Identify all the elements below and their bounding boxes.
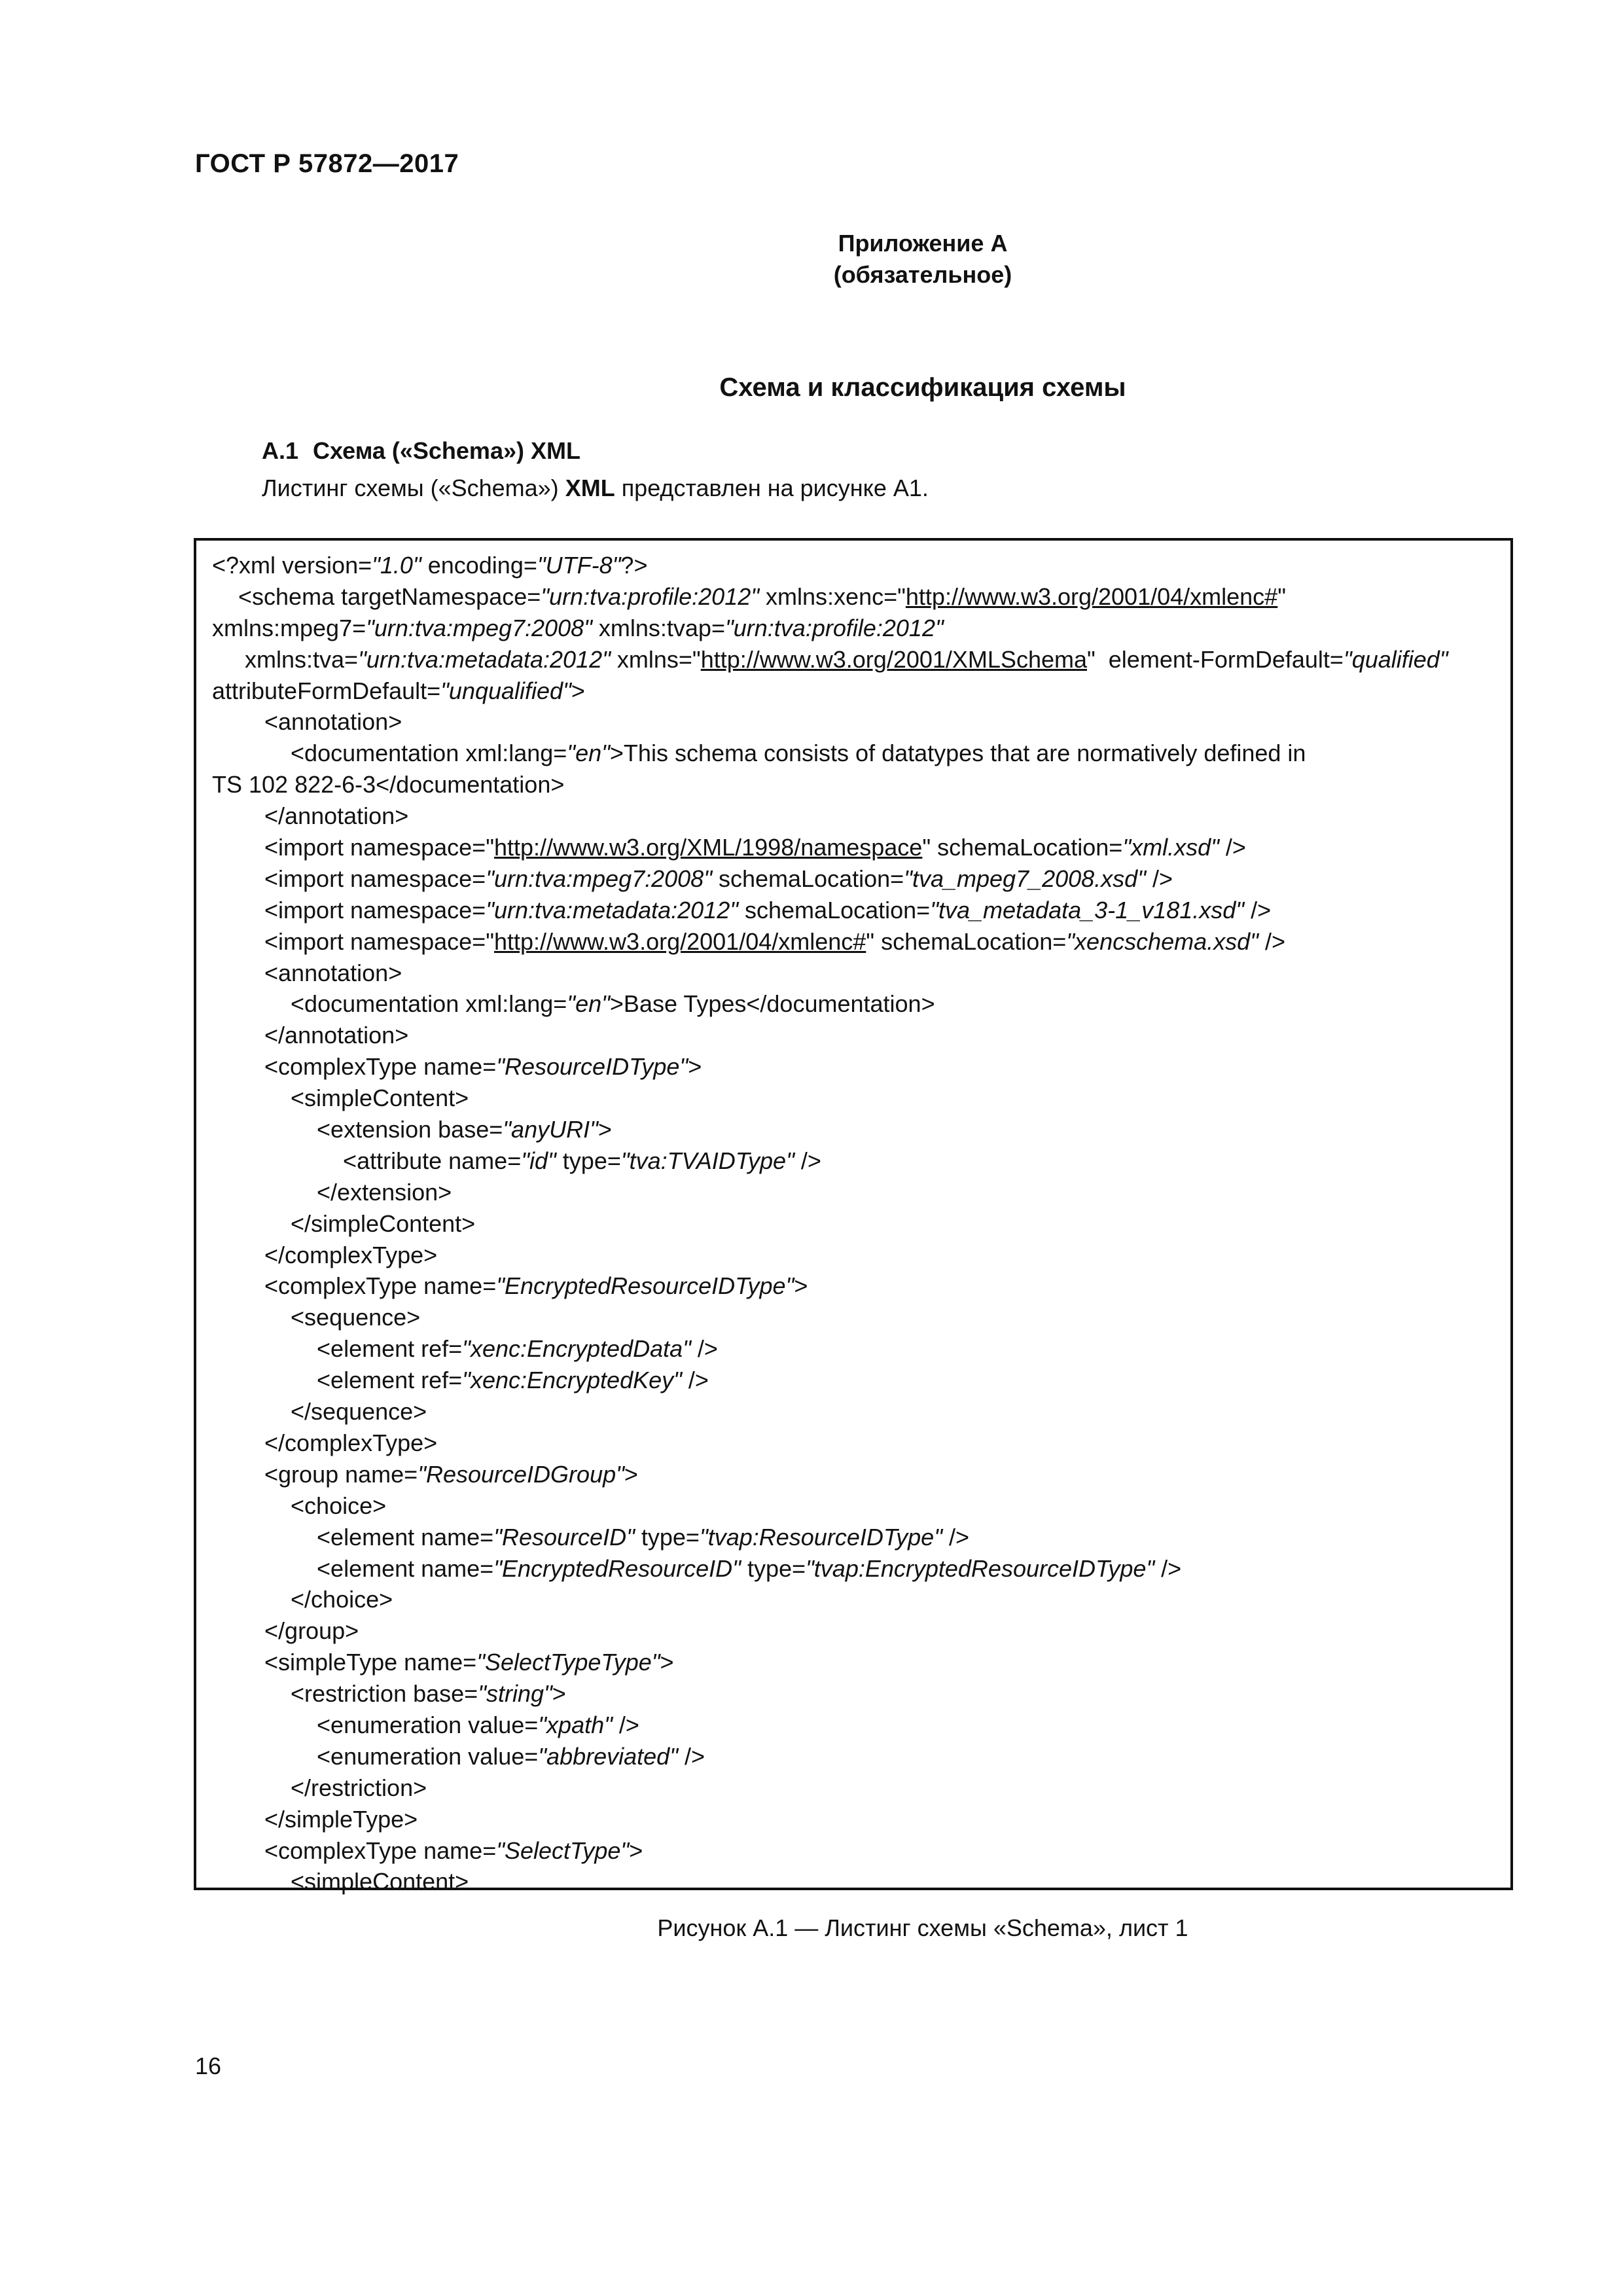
code-text: > xyxy=(688,1053,702,1081)
code-line xyxy=(212,1678,1510,1710)
code-text: <annotation> xyxy=(212,708,402,736)
code-line xyxy=(212,1083,1510,1114)
code-text: </choice> xyxy=(212,1586,393,1613)
code-text: </annotation> xyxy=(212,802,409,830)
code-line xyxy=(212,1553,1510,1585)
code-line xyxy=(212,1270,1510,1302)
code-value: "UTF-8" xyxy=(537,552,621,579)
code-text: </simpleContent> xyxy=(212,1210,476,1237)
code-line xyxy=(212,1522,1510,1553)
code-text: <schema targetNamespace= xyxy=(212,583,541,610)
code-text: <complexType name= xyxy=(212,1053,497,1081)
appendix-title: Приложение А xyxy=(838,230,1008,257)
code-line xyxy=(212,832,1510,863)
code-line xyxy=(212,1459,1510,1490)
code-value: "ResourceIDGroup" xyxy=(418,1460,624,1488)
code-line xyxy=(212,581,1510,613)
code-text: > xyxy=(660,1649,674,1676)
code-value: "SelectType" xyxy=(496,1837,630,1864)
lead-text-start: Листинг схемы («Schema») xyxy=(262,475,565,501)
code-text: /> xyxy=(677,1742,705,1770)
code-text: schemaLocation= xyxy=(711,865,904,892)
code-text: > xyxy=(629,1837,643,1864)
code-value: "xenc:EncryptedData" xyxy=(462,1335,691,1363)
code-text: /> xyxy=(1219,834,1246,861)
code-value: "tvap:ResourceIDType" xyxy=(699,1523,942,1551)
code-line xyxy=(212,1114,1510,1145)
code-text: <extension base= xyxy=(212,1116,503,1143)
code-link: http://www.w3.org/XML/1998/namespace xyxy=(493,834,923,861)
code-line xyxy=(212,800,1510,832)
code-value: "urn:tva:mpeg7:2008" xyxy=(486,865,712,892)
code-text: <import namespace= xyxy=(212,896,486,924)
code-text: </complexType> xyxy=(212,1241,438,1268)
code-value: "anyURI" xyxy=(503,1116,598,1143)
code-text: /> xyxy=(690,1335,718,1363)
code-text: schemaLocation= xyxy=(738,896,931,924)
code-text: </restriction> xyxy=(212,1774,427,1801)
code-text: /> xyxy=(1258,927,1285,955)
code-value: "xpath" xyxy=(538,1711,613,1738)
code-link: http://www.w3.org/2001/XMLSchema xyxy=(700,645,1087,673)
code-text: <choice> xyxy=(212,1492,387,1519)
code-text: attributeFormDefault= xyxy=(212,677,441,704)
code-text: <element ref= xyxy=(212,1335,463,1363)
code-text: <element name= xyxy=(212,1523,494,1551)
code-line xyxy=(212,1741,1510,1772)
appendix-heading xyxy=(0,228,1623,291)
code-text: </sequence> xyxy=(212,1398,427,1426)
code-text: >Base Types</documentation> xyxy=(609,990,935,1018)
code-link: http://www.w3.org/2001/04/xmlenc# xyxy=(493,927,866,955)
code-text: <import namespace= xyxy=(212,865,486,892)
code-link: http://www.w3.org/2001/04/xmlenc# xyxy=(905,583,1278,610)
code-value: "tvap:EncryptedResourceIDType" xyxy=(806,1554,1155,1582)
code-line xyxy=(212,1145,1510,1177)
section-title: Схема и классификация схемы xyxy=(719,373,1126,402)
code-text: </annotation> xyxy=(212,1022,409,1049)
code-line xyxy=(212,769,1510,800)
code-line xyxy=(212,863,1510,895)
code-text: <sequence> xyxy=(212,1304,421,1331)
code-text: <element ref= xyxy=(212,1367,463,1394)
code-line xyxy=(212,1208,1510,1240)
code-value: "tva:TVAIDType" xyxy=(620,1147,794,1174)
code-text: <group name= xyxy=(212,1460,418,1488)
code-line xyxy=(212,738,1510,769)
code-text: </group> xyxy=(212,1617,359,1645)
code-value: "xencschema.xsd" xyxy=(1066,927,1258,955)
code-line xyxy=(212,1835,1510,1867)
code-line xyxy=(212,1647,1510,1678)
code-text: <import namespace=" xyxy=(212,834,494,861)
code-text: <documentation xml:lang= xyxy=(212,990,567,1018)
code-text: " schemaLocation= xyxy=(866,927,1067,955)
figure-caption: Рисунок А.1 — Листинг схемы «Schema», лист 1 xyxy=(657,1914,1188,1941)
code-value: "ResourceIDType" xyxy=(496,1053,688,1081)
code-line xyxy=(212,895,1510,926)
code-text: /> xyxy=(942,1523,970,1551)
subsection-title: Схема («Schema») XML xyxy=(313,437,580,464)
code-text: ?> xyxy=(620,552,648,579)
code-line xyxy=(212,1804,1510,1835)
code-text: xmlns:xenc=" xyxy=(759,583,906,610)
code-text: <attribute name= xyxy=(212,1147,522,1174)
code-value: "EncryptedResourceIDType" xyxy=(496,1272,794,1300)
code-value: "string" xyxy=(478,1680,552,1708)
code-value: "ResourceID" xyxy=(493,1523,635,1551)
code-text: > xyxy=(794,1272,808,1300)
subsection-heading xyxy=(262,437,580,465)
code-value: "urn:tva:metadata:2012" xyxy=(486,896,739,924)
code-line xyxy=(212,644,1510,675)
lead-text-bold: XML xyxy=(565,475,615,501)
code-line xyxy=(212,1365,1510,1396)
subsection-number: А.1 xyxy=(262,437,299,464)
code-text: > xyxy=(597,1116,612,1143)
code-line xyxy=(212,926,1510,958)
code-text: <enumeration value= xyxy=(212,1742,539,1770)
lead-paragraph xyxy=(262,475,929,502)
code-value: "urn:tva:profile:2012" xyxy=(724,614,944,641)
code-value: "urn:tva:mpeg7:2008" xyxy=(366,614,592,641)
code-text: xmlns:tva= xyxy=(212,645,359,673)
code-text: xmlns:tvap= xyxy=(592,614,725,641)
code-line xyxy=(212,1772,1510,1804)
code-text: " schemaLocation= xyxy=(922,834,1123,861)
code-line xyxy=(212,1710,1510,1741)
code-text: /> xyxy=(794,1147,821,1174)
code-text: >This schema consists of datatypes that are normatively defined in xyxy=(609,740,1306,767)
code-value: "xenc:EncryptedKey" xyxy=(462,1367,682,1394)
code-text: <annotation> xyxy=(212,959,402,986)
code-line xyxy=(212,1020,1510,1051)
code-text: <restriction base= xyxy=(212,1680,478,1708)
code-line xyxy=(212,1866,1510,1897)
code-text: " xyxy=(1277,583,1286,610)
code-text: <simpleContent> xyxy=(212,1085,469,1112)
code-text: <complexType name= xyxy=(212,1837,497,1864)
code-value: "SelectTypeType" xyxy=(476,1649,660,1676)
code-text: type= xyxy=(556,1147,621,1174)
code-line xyxy=(212,1490,1510,1522)
code-line xyxy=(212,958,1510,989)
code-text: type= xyxy=(740,1554,806,1582)
code-text: <element name= xyxy=(212,1554,494,1582)
code-text: <documentation xml:lang= xyxy=(212,740,567,767)
code-text: <import namespace=" xyxy=(212,927,494,955)
code-value: "tva_mpeg7_2008.xsd" xyxy=(904,865,1146,892)
code-line xyxy=(212,1615,1510,1647)
code-text: /> xyxy=(681,1367,709,1394)
code-value: "en" xyxy=(567,990,610,1018)
code-line xyxy=(212,1302,1510,1333)
code-line xyxy=(212,1240,1510,1271)
code-text: <?xml version= xyxy=(212,552,372,579)
code-line xyxy=(212,675,1510,707)
code-line xyxy=(212,988,1510,1020)
code-text: /> xyxy=(612,1711,639,1738)
code-line xyxy=(212,613,1510,644)
code-text: /> xyxy=(1244,896,1272,924)
code-text: <enumeration value= xyxy=(212,1711,539,1738)
code-value: "qualified" xyxy=(1343,645,1448,673)
code-value: "en" xyxy=(567,740,610,767)
code-value: "xml.xsd" xyxy=(1122,834,1219,861)
code-text: </complexType> xyxy=(212,1429,438,1456)
code-line xyxy=(212,550,1510,581)
document-header: ГОСТ Р 57872—2017 xyxy=(195,149,459,178)
code-text: > xyxy=(571,677,585,704)
code-line xyxy=(212,1177,1510,1208)
code-listing-frame xyxy=(194,538,1513,1895)
code-text: TS 102 822-6-3</documentation> xyxy=(212,771,565,798)
code-text: <simpleType name= xyxy=(212,1649,477,1676)
code-value: "unqualified" xyxy=(440,677,571,704)
code-text: > xyxy=(624,1460,638,1488)
code-line xyxy=(212,1333,1510,1365)
code-line xyxy=(212,1427,1510,1459)
code-value: "urn:tva:profile:2012" xyxy=(541,583,760,610)
appendix-status: (обязательное) xyxy=(833,261,1012,288)
code-text: <simpleContent> xyxy=(212,1868,469,1895)
code-line xyxy=(212,1051,1510,1083)
code-value: "abbreviated" xyxy=(538,1742,678,1770)
code-value: "id" xyxy=(521,1147,556,1174)
code-value: "1.0" xyxy=(372,552,421,579)
code-line xyxy=(212,1396,1510,1427)
code-line xyxy=(212,1584,1510,1615)
code-text: <complexType name= xyxy=(212,1272,497,1300)
lead-text-end: представлен на рисунке А1. xyxy=(615,475,929,501)
code-text: > xyxy=(552,1680,566,1708)
code-value: "urn:tva:metadata:2012" xyxy=(358,645,611,673)
code-value: "tva_metadata_3-1_v181.xsd" xyxy=(930,896,1245,924)
code-value: "EncryptedResourceID" xyxy=(493,1554,741,1582)
code-text: /> xyxy=(1145,865,1173,892)
code-text: xmlns:mpeg7= xyxy=(212,614,366,641)
code-text: </extension> xyxy=(212,1178,452,1206)
code-text: encoding= xyxy=(421,552,537,579)
code-text: /> xyxy=(1154,1554,1182,1582)
code-text: xmlns=" xyxy=(610,645,701,673)
page-number: 16 xyxy=(195,2053,222,2079)
code-line xyxy=(212,706,1510,738)
code-text: " element-FormDefault= xyxy=(1087,645,1344,673)
code-text: type= xyxy=(634,1523,700,1551)
code-text: </simpleType> xyxy=(212,1805,418,1833)
